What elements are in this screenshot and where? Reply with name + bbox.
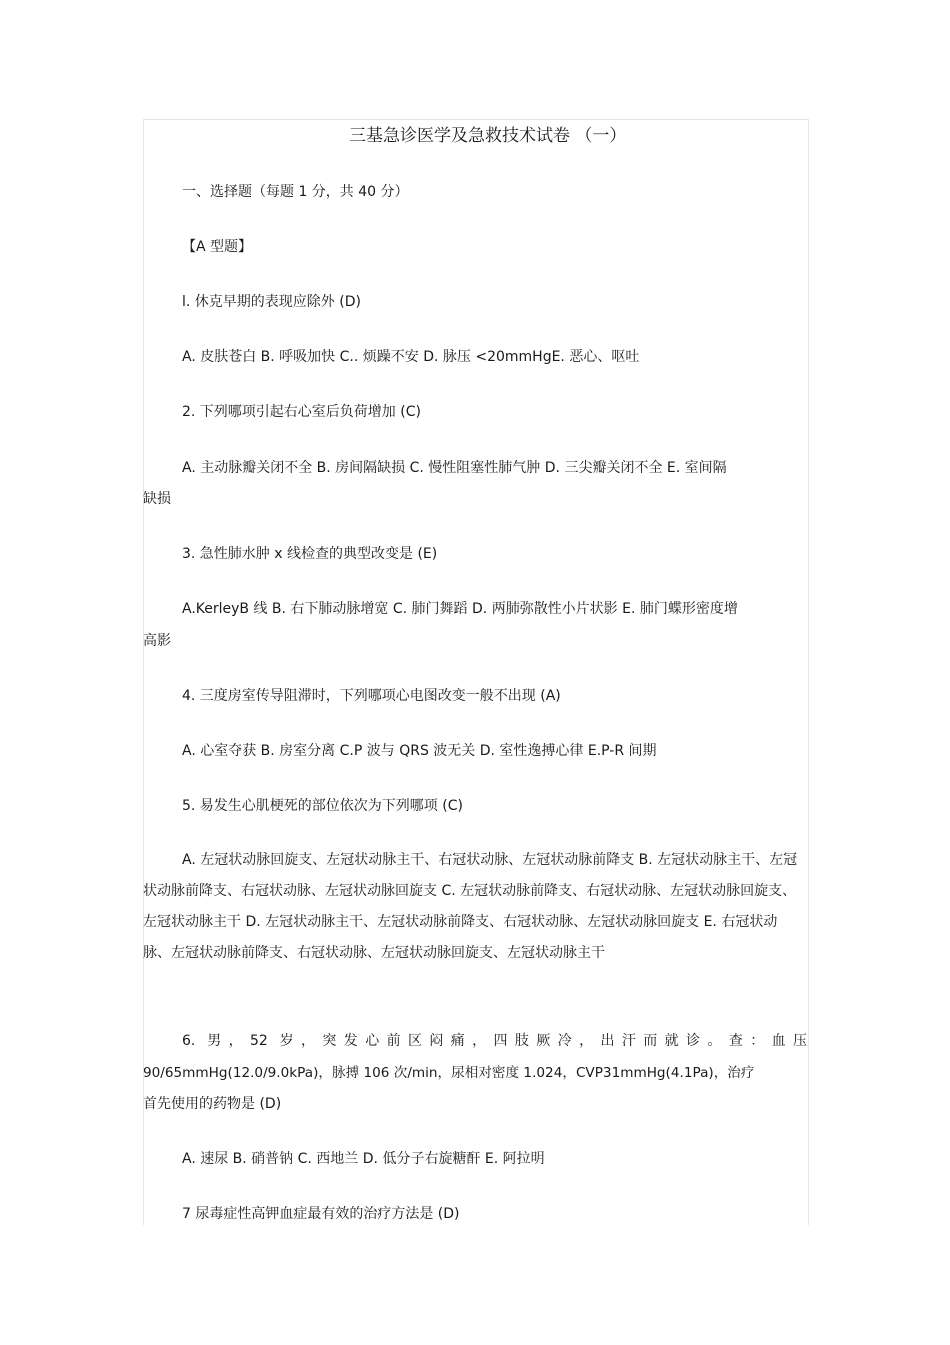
question-3-stem: 3. 急性肺水肿 x 线检查的典型改变是 (E): [182, 546, 438, 562]
question-3-options-line2: 高影: [143, 633, 171, 649]
question-3-options-line1: A.KerleyB 线 B. 右下肺动脉增宽 C. 肺门舞蹈 D. 两肺弥散性小片状影 E. 肺门蝶形密度增: [182, 601, 738, 617]
question-6-options: A. 速尿 B. 硝普钠 C. 西地兰 D. 低分子右旋糖酐 E. 阿拉明: [182, 1151, 545, 1167]
question-7-stem: 7 尿毒症性高钾血症最有效的治疗方法是 (D): [182, 1206, 460, 1222]
question-4-options: A. 心室夺获 B. 房室分离 C.P 波与 QRS 波无关 D. 室性逸搏心律 E.P-R 间期: [182, 743, 657, 759]
question-6-stem-line3: 首先使用的药物是 (D): [143, 1096, 282, 1112]
question-5-options: [143, 845, 803, 969]
document-title: 三基急诊医学及急救技术试卷 （一）: [349, 126, 627, 146]
question-5-options-text: A. 左冠状动脉回旋支、左冠状动脉主干、右冠状动脉、左冠状动脉前降支 B. 左冠状动脉主干、左冠状动脉前降支、右冠状动脉、左冠状动脉回旋支 C. 左冠状动脉前降支、右冠状动脉、左冠状动脉回旋支、左冠状动脉主干 D. 左冠状动脉主干、左冠状动脉前降支、右冠状动脉、左冠状动脉回旋支 E. 右冠状动脉、左冠状动脉前降支、右冠状动脉、左冠状动脉回旋支、左冠状动脉主干: [143, 852, 798, 961]
question-5-stem: 5. 易发生心肌梗死的部位依次为下列哪项 (C): [182, 798, 463, 814]
subsection-heading: 【A 型题】: [182, 239, 253, 255]
section-heading: 一、选择题（每题 1 分，共 40 分）: [182, 184, 409, 200]
page-frame: [143, 119, 809, 1225]
question-1-options: A. 皮肤苍白 B. 呼吸加快 C.. 烦躁不安 D. 脉压 <20mmHgE. 恶心、呕吐: [182, 349, 640, 365]
question-4-stem: 4. 三度房室传导阻滞时，下列哪项心电图改变一般不出现 (A): [182, 688, 561, 704]
question-2-stem: 2. 下列哪项引起右心室后负荷增加 (C): [182, 404, 421, 420]
question-2-options-line2: 缺损: [143, 491, 171, 507]
question-6-stem-line1: 6. 男，52 岁，突发心前区闷痛，四肢厥冷，出汗而就诊。查：血压: [182, 1033, 807, 1049]
question-2-options-line1: A. 主动脉瓣关闭不全 B. 房间隔缺损 C. 慢性阻塞性肺气肿 D. 三尖瓣关闭不全 E. 室间隔: [182, 460, 727, 476]
question-1-stem: l. 休克早期的表现应除外 (D): [182, 294, 361, 310]
question-6-stem-line2: 90/65mmHg(12.0/9.0kPa)，脉搏 106 次/min，尿相对密度 1.024，CVP31mmHg(4.1Pa)，治疗: [143, 1065, 755, 1081]
